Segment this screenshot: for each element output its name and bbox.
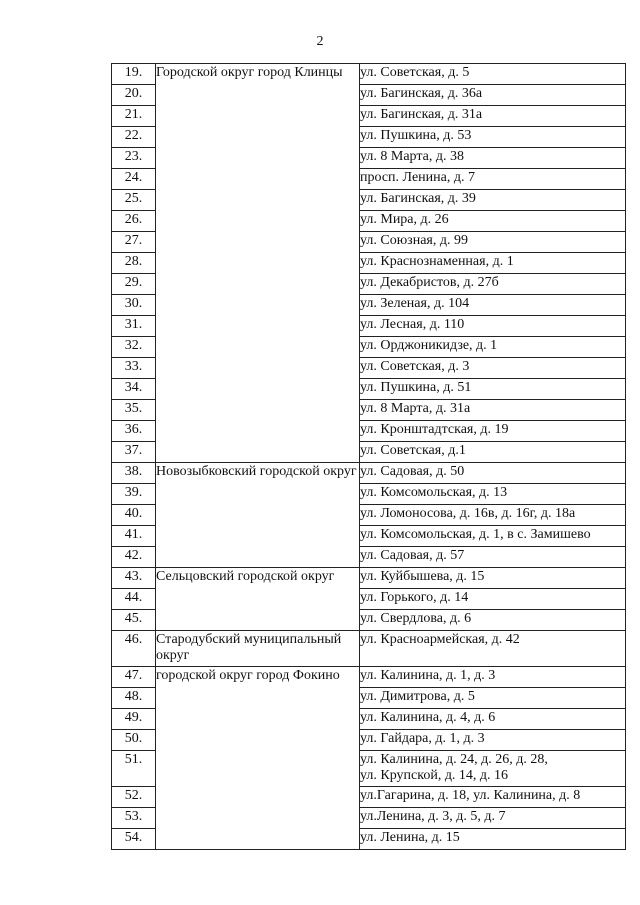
address-line: ул. Зеленая, д. 104 <box>360 296 470 311</box>
address-cell <box>360 379 626 400</box>
address-cell <box>360 148 626 169</box>
address-line: ул. Гайдара, д. 1, д. 3 <box>360 731 485 746</box>
address-cell <box>360 316 626 337</box>
address-cell <box>360 463 626 484</box>
row-number: 46. <box>112 631 156 667</box>
row-number: 47. <box>112 667 156 688</box>
address-cell <box>360 751 626 787</box>
address-line: ул.Ленина, д. 3, д. 5, д. 7 <box>360 809 506 824</box>
address-line: ул. Советская, д. 5 <box>360 65 470 80</box>
row-number: 21. <box>112 106 156 127</box>
row-number: 44. <box>112 589 156 610</box>
address-cell <box>360 232 626 253</box>
address-line: ул. 8 Марта, д. 31а <box>360 401 471 416</box>
row-number: 26. <box>112 211 156 232</box>
address-line: ул. 8 Марта, д. 38 <box>360 149 464 164</box>
address-line: ул. Комсомольская, д. 13 <box>360 485 508 500</box>
address-line: ул. Орджоникидзе, д. 1 <box>360 338 498 353</box>
address-table-body <box>112 64 626 850</box>
address-cell <box>360 274 626 295</box>
municipality-name: городской округ город Фокино <box>156 667 360 850</box>
row-number: 43. <box>112 568 156 589</box>
table-row <box>112 631 626 667</box>
row-number: 40. <box>112 505 156 526</box>
address-cell <box>360 505 626 526</box>
address-cell <box>360 337 626 358</box>
row-number: 37. <box>112 442 156 463</box>
row-number: 19. <box>112 64 156 85</box>
row-number: 49. <box>112 709 156 730</box>
row-number: 41. <box>112 526 156 547</box>
address-line: ул.Гагарина, д. 18, ул. Калинина, д. 8 <box>360 788 581 803</box>
address-cell <box>360 253 626 274</box>
address-cell <box>360 610 626 631</box>
address-line: ул. Димитрова, д. 5 <box>360 689 475 704</box>
address-cell <box>360 730 626 751</box>
municipality-name: Городской округ город Клинцы <box>156 64 360 463</box>
row-number: 30. <box>112 295 156 316</box>
row-number: 27. <box>112 232 156 253</box>
row-number: 28. <box>112 253 156 274</box>
address-cell <box>360 211 626 232</box>
address-cell <box>360 442 626 463</box>
address-line: ул. Кронштадтская, д. 19 <box>360 422 509 437</box>
address-line: ул. Союзная, д. 99 <box>360 233 468 248</box>
row-number: 35. <box>112 400 156 421</box>
address-table <box>111 63 626 850</box>
address-cell <box>360 709 626 730</box>
address-cell <box>360 547 626 568</box>
address-line: ул. Багинская, д. 39 <box>360 191 476 206</box>
address-cell <box>360 85 626 106</box>
row-number: 22. <box>112 127 156 148</box>
address-line: ул. Пушкина, д. 51 <box>360 380 472 395</box>
table-row <box>112 667 626 688</box>
row-number: 24. <box>112 169 156 190</box>
address-line: ул. Калинина, д. 1, д. 3 <box>360 668 496 683</box>
address-cell <box>360 127 626 148</box>
row-number: 23. <box>112 148 156 169</box>
address-line: ул. Пушкина, д. 53 <box>360 128 472 143</box>
address-line: ул. Советская, д. 3 <box>360 359 470 374</box>
address-line: просп. Ленина, д. 7 <box>360 170 475 185</box>
address-cell <box>360 64 626 85</box>
row-number: 51. <box>112 751 156 787</box>
row-number: 52. <box>112 787 156 808</box>
row-number: 39. <box>112 484 156 505</box>
address-line: ул. Калинина, д. 24, д. 26, д. 28, <box>360 752 548 767</box>
address-cell <box>360 484 626 505</box>
address-cell <box>360 829 626 850</box>
address-line: ул. Краснознаменная, д. 1 <box>360 254 514 269</box>
address-cell <box>360 667 626 688</box>
address-cell <box>360 358 626 379</box>
row-number: 36. <box>112 421 156 442</box>
address-line: ул. Багинская, д. 31а <box>360 107 483 122</box>
address-line: ул. Куйбышева, д. 15 <box>360 569 485 584</box>
table-row <box>112 463 626 484</box>
address-line: ул. Ломоносова, д. 16в, д. 16г, д. 18а <box>360 506 576 521</box>
row-number: 20. <box>112 85 156 106</box>
row-number: 54. <box>112 829 156 850</box>
row-number: 32. <box>112 337 156 358</box>
address-line: ул. Комсомольская, д. 1, в с. Замишево <box>360 527 591 542</box>
address-line: ул. Декабристов, д. 27б <box>360 275 499 290</box>
address-line: ул. Лесная, д. 110 <box>360 317 465 332</box>
address-cell <box>360 295 626 316</box>
address-line: ул. Советская, д.1 <box>360 443 466 458</box>
address-line: ул. Горького, д. 14 <box>360 590 469 605</box>
row-number: 25. <box>112 190 156 211</box>
address-line: ул. Садовая, д. 57 <box>360 548 465 563</box>
row-number: 34. <box>112 379 156 400</box>
address-cell <box>360 787 626 808</box>
address-cell <box>360 106 626 127</box>
row-number: 33. <box>112 358 156 379</box>
address-cell <box>360 589 626 610</box>
address-line: ул. Садовая, д. 50 <box>360 464 465 479</box>
address-cell <box>360 631 626 667</box>
row-number: 48. <box>112 688 156 709</box>
page-number: 2 <box>316 34 324 49</box>
row-number: 38. <box>112 463 156 484</box>
municipality-name: Сельцовский городской округ <box>156 568 360 631</box>
table-row <box>112 64 626 85</box>
address-cell <box>360 808 626 829</box>
row-number: 42. <box>112 547 156 568</box>
address-cell <box>360 400 626 421</box>
address-cell <box>360 526 626 547</box>
address-line: ул. Красноармейская, д. 42 <box>360 632 520 647</box>
table-row <box>112 568 626 589</box>
address-line: ул. Мира, д. 26 <box>360 212 449 227</box>
address-line: ул. Калинина, д. 4, д. 6 <box>360 710 496 725</box>
address-cell <box>360 169 626 190</box>
municipality-name: Новозыбковский городской округ <box>156 463 360 568</box>
address-cell <box>360 421 626 442</box>
row-number: 29. <box>112 274 156 295</box>
address-cell <box>360 688 626 709</box>
row-number: 45. <box>112 610 156 631</box>
row-number: 31. <box>112 316 156 337</box>
address-line: ул. Крупской, д. 14, д. 16 <box>360 768 509 783</box>
municipality-name: Стародубский муниципальный округ <box>156 631 360 667</box>
row-number: 53. <box>112 808 156 829</box>
address-line: ул. Ленина, д. 15 <box>360 830 460 845</box>
row-number: 50. <box>112 730 156 751</box>
address-line: ул. Багинская, д. 36а <box>360 86 483 101</box>
address-cell <box>360 568 626 589</box>
address-line: ул. Свердлова, д. 6 <box>360 611 472 626</box>
address-cell <box>360 190 626 211</box>
